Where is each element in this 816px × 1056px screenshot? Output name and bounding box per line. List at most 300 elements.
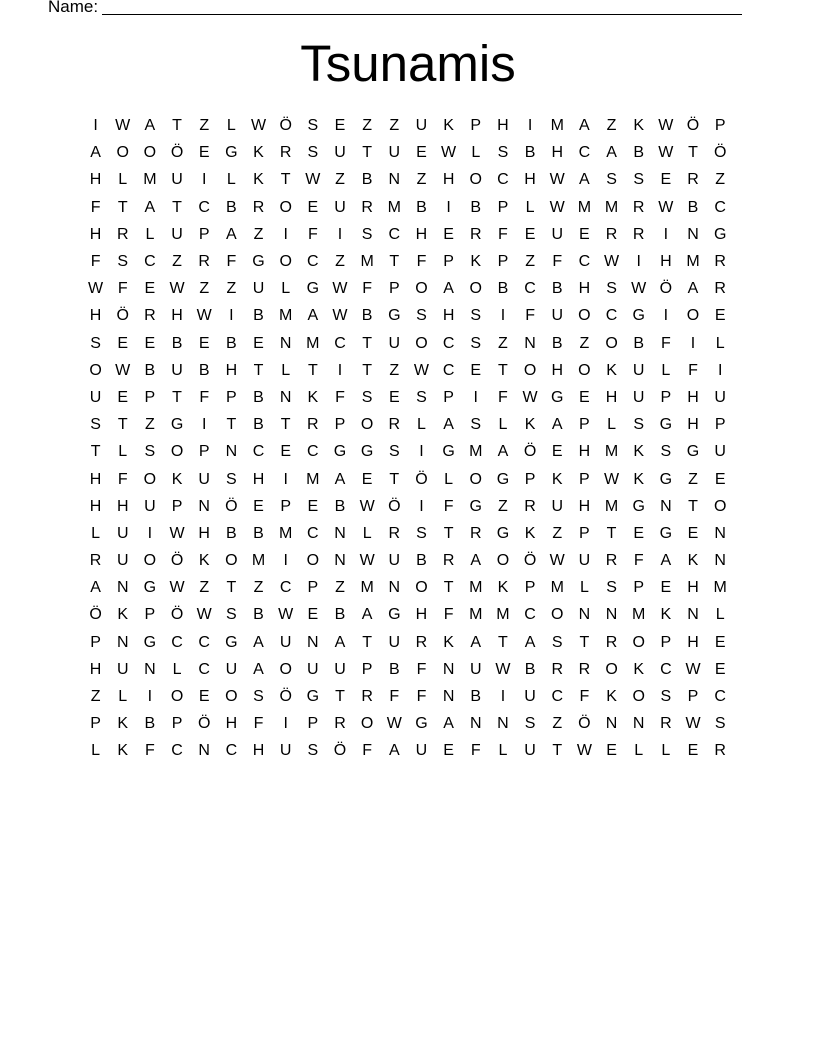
grid-letter: L bbox=[661, 361, 671, 379]
grid-letter: R bbox=[116, 225, 129, 243]
grid-letter: E bbox=[660, 171, 672, 189]
grid-letter: O bbox=[143, 552, 157, 570]
grid-letter: U bbox=[225, 660, 238, 678]
grid-letter: N bbox=[687, 225, 699, 243]
grid-letter: H bbox=[687, 388, 699, 406]
grid-letter: R bbox=[307, 416, 319, 434]
grid-letter: R bbox=[89, 552, 102, 570]
grid-letter: M bbox=[577, 198, 592, 216]
grid-letter: E bbox=[198, 334, 210, 352]
grid-letter: G bbox=[632, 307, 645, 325]
grid-letter: I bbox=[473, 388, 478, 406]
grid-letter: R bbox=[660, 715, 672, 733]
grid-letter: C bbox=[551, 688, 564, 706]
grid-row bbox=[82, 710, 734, 737]
grid-letter: L bbox=[281, 361, 291, 379]
grid-letter: K bbox=[524, 524, 536, 542]
grid-letter: E bbox=[253, 334, 264, 352]
grid-letter: A bbox=[253, 660, 264, 678]
grid-letter: E bbox=[443, 225, 454, 243]
grid-letter: W bbox=[196, 606, 212, 624]
grid-letter: N bbox=[578, 606, 591, 624]
grid-letter: M bbox=[604, 497, 619, 515]
grid-letter: M bbox=[469, 579, 483, 597]
grid-letter: E bbox=[524, 225, 536, 243]
grid-letter: W bbox=[522, 388, 538, 406]
grid-letter: E bbox=[198, 688, 210, 706]
grid-letter: A bbox=[579, 117, 590, 135]
grid-letter: H bbox=[225, 361, 238, 379]
grid-letter: O bbox=[632, 688, 645, 706]
name-line bbox=[48, 0, 742, 17]
grid-row bbox=[82, 656, 734, 683]
grid-letter: H bbox=[497, 117, 509, 135]
grid-letter: F bbox=[416, 253, 427, 271]
grid-letter: F bbox=[199, 388, 210, 406]
grid-letter: I bbox=[337, 225, 343, 243]
grid-letter: W bbox=[603, 253, 620, 271]
grid-letter: I bbox=[229, 307, 234, 325]
grid-row bbox=[82, 411, 734, 438]
grid-letter: E bbox=[687, 524, 699, 542]
grid-letter: O bbox=[496, 552, 510, 570]
grid-row bbox=[82, 139, 734, 166]
grid-letter: Z bbox=[362, 117, 373, 135]
grid-letter: G bbox=[225, 633, 238, 651]
grid-letter: G bbox=[496, 524, 510, 542]
grid-letter: R bbox=[524, 497, 536, 515]
grid-letter: H bbox=[198, 524, 210, 542]
grid-letter: S bbox=[606, 579, 617, 597]
grid-letter: F bbox=[688, 361, 698, 379]
grid-letter: M bbox=[469, 443, 483, 461]
grid-letter: P bbox=[443, 253, 454, 271]
grid-letter: B bbox=[226, 334, 237, 352]
grid-letter: R bbox=[714, 280, 726, 298]
grid-row bbox=[82, 275, 734, 302]
grid-letter: H bbox=[171, 307, 183, 325]
grid-letter: A bbox=[307, 307, 319, 325]
grid-row bbox=[82, 384, 734, 411]
grid-letter: P bbox=[171, 497, 183, 515]
grid-row bbox=[82, 438, 734, 465]
grid-letter: L bbox=[226, 171, 236, 189]
grid-letter: C bbox=[660, 660, 672, 678]
grid-letter: G bbox=[388, 606, 401, 624]
grid-letter: B bbox=[253, 388, 264, 406]
grid-letter: G bbox=[659, 416, 673, 434]
grid-letter: W bbox=[658, 144, 674, 162]
grid-letter: C bbox=[578, 144, 591, 162]
grid-letter: I bbox=[446, 198, 451, 216]
grid-letter: T bbox=[552, 742, 563, 760]
grid-letter: N bbox=[469, 715, 482, 733]
grid-letter: T bbox=[688, 497, 698, 515]
grid-letter: O bbox=[578, 361, 591, 379]
grid-letter: N bbox=[687, 606, 699, 624]
grid-letter: E bbox=[579, 225, 590, 243]
grid-letter: P bbox=[660, 388, 672, 406]
grid-letter: M bbox=[360, 253, 374, 271]
grid-letter: U bbox=[714, 443, 726, 461]
grid-letter: R bbox=[714, 253, 726, 271]
grid-letter: I bbox=[500, 307, 506, 325]
grid-letter: N bbox=[225, 443, 238, 461]
grid-letter: W bbox=[278, 606, 294, 624]
grid-letter: F bbox=[335, 388, 345, 406]
grid-letter: T bbox=[362, 144, 373, 162]
grid-letter: U bbox=[252, 280, 265, 298]
grid-letter: W bbox=[441, 144, 457, 162]
grid-letter: W bbox=[685, 660, 701, 678]
grid-letter: T bbox=[335, 688, 345, 706]
grid-letter: F bbox=[660, 334, 671, 352]
grid-letter: E bbox=[633, 524, 645, 542]
grid-letter: C bbox=[198, 198, 210, 216]
grid-letter: F bbox=[416, 660, 427, 678]
grid-letter: S bbox=[307, 742, 319, 760]
grid-letter: F bbox=[117, 280, 128, 298]
grid-letter: W bbox=[359, 552, 375, 570]
grid-letter: N bbox=[388, 171, 401, 189]
grid-letter: W bbox=[413, 361, 429, 379]
grid-letter: Z bbox=[416, 171, 427, 189]
grid-letter: S bbox=[660, 443, 672, 461]
grid-letter: N bbox=[714, 524, 726, 542]
grid-letter: E bbox=[144, 334, 156, 352]
grid-letter: L bbox=[172, 660, 182, 678]
grid-letter: T bbox=[117, 198, 128, 216]
grid-letter: B bbox=[144, 361, 156, 379]
grid-letter: E bbox=[253, 497, 264, 515]
grid-row bbox=[82, 547, 734, 574]
grid-letter: S bbox=[416, 307, 427, 325]
grid-letter: P bbox=[90, 715, 101, 733]
grid-letter: T bbox=[362, 361, 373, 379]
grid-letter: L bbox=[715, 334, 725, 352]
grid-letter: S bbox=[633, 416, 645, 434]
grid-letter: O bbox=[170, 443, 184, 461]
grid-letter: M bbox=[604, 198, 619, 216]
grid-letter: T bbox=[389, 253, 400, 271]
grid-letter: O bbox=[713, 497, 727, 515]
grid-letter: B bbox=[253, 416, 264, 434]
grid-letter: B bbox=[633, 334, 645, 352]
grid-letter: K bbox=[606, 688, 617, 706]
grid-letter: U bbox=[632, 388, 645, 406]
grid-letter: E bbox=[334, 117, 346, 135]
grid-letter: O bbox=[225, 688, 238, 706]
grid-letter: Z bbox=[335, 579, 345, 597]
grid-letter: P bbox=[280, 497, 291, 515]
grid-letter: E bbox=[714, 660, 726, 678]
grid-letter: F bbox=[226, 253, 237, 271]
grid-letter: Ö bbox=[89, 606, 102, 624]
grid-letter: E bbox=[361, 470, 373, 488]
grid-letter: W bbox=[386, 715, 402, 733]
grid-letter: O bbox=[279, 198, 292, 216]
grid-letter: O bbox=[469, 470, 482, 488]
grid-letter: N bbox=[334, 552, 346, 570]
grid-letter: O bbox=[116, 144, 129, 162]
grid-letter: A bbox=[524, 633, 536, 651]
grid-letter: A bbox=[579, 171, 590, 189]
grid-letter: G bbox=[551, 388, 564, 406]
grid-letter: P bbox=[443, 388, 454, 406]
grid-letter: U bbox=[279, 742, 292, 760]
grid-letter: P bbox=[497, 253, 509, 271]
grid-letter: F bbox=[307, 225, 318, 243]
grid-letter: F bbox=[90, 253, 101, 271]
grid-letter: C bbox=[279, 579, 292, 597]
grid-letter: K bbox=[198, 552, 210, 570]
grid-letter: Z bbox=[579, 334, 590, 352]
grid-letter: O bbox=[578, 307, 591, 325]
grid-letter: O bbox=[360, 715, 374, 733]
grid-row bbox=[82, 166, 734, 193]
grid-letter: G bbox=[143, 633, 157, 651]
grid-letter: R bbox=[632, 225, 645, 243]
grid-letter: S bbox=[497, 144, 509, 162]
grid-letter: K bbox=[117, 742, 129, 760]
grid-letter: P bbox=[144, 606, 156, 624]
grid-letter: H bbox=[578, 443, 591, 461]
grid-letter: H bbox=[551, 361, 564, 379]
grid-letter: C bbox=[171, 633, 183, 651]
grid-letter: P bbox=[226, 388, 237, 406]
grid-letter: C bbox=[307, 443, 319, 461]
grid-letter: B bbox=[361, 171, 373, 189]
grid-letter: L bbox=[362, 524, 372, 542]
grid-letter: L bbox=[471, 144, 481, 162]
grid-letter: I bbox=[283, 470, 288, 488]
grid-letter: E bbox=[443, 742, 454, 760]
grid-letter: N bbox=[660, 497, 672, 515]
grid-letter: Z bbox=[498, 334, 508, 352]
grid-letter: U bbox=[469, 660, 482, 678]
name-field[interactable] bbox=[102, 0, 742, 15]
grid-letter: U bbox=[116, 524, 129, 542]
grid-letter: G bbox=[632, 497, 645, 515]
grid-letter: O bbox=[143, 470, 157, 488]
grid-letter: Ö bbox=[197, 715, 211, 733]
grid-letter: F bbox=[389, 688, 400, 706]
grid-letter: L bbox=[579, 579, 589, 597]
grid-letter: P bbox=[497, 198, 509, 216]
grid-letter: K bbox=[660, 606, 672, 624]
grid-letter: B bbox=[470, 198, 482, 216]
grid-letter: L bbox=[525, 198, 535, 216]
grid-letter: Ö bbox=[225, 497, 238, 515]
grid-letter: C bbox=[442, 361, 455, 379]
grid-letter: H bbox=[116, 497, 129, 515]
grid-letter: B bbox=[388, 660, 400, 678]
grid-letter: N bbox=[334, 524, 346, 542]
grid-letter: K bbox=[633, 443, 645, 461]
grid-letter: L bbox=[118, 171, 128, 189]
grid-letter: R bbox=[388, 524, 401, 542]
grid-letter: O bbox=[415, 280, 428, 298]
grid-letter: N bbox=[524, 334, 536, 352]
grid-letter: Z bbox=[389, 117, 400, 135]
grid-letter: P bbox=[198, 443, 210, 461]
grid-letter: P bbox=[524, 470, 536, 488]
grid-letter: Ö bbox=[170, 606, 184, 624]
grid-letter: B bbox=[687, 198, 699, 216]
grid-letter: G bbox=[442, 443, 455, 461]
grid-letter: I bbox=[717, 361, 723, 379]
grid-letter: A bbox=[443, 280, 454, 298]
grid-letter: W bbox=[658, 198, 674, 216]
grid-letter: S bbox=[470, 307, 482, 325]
grid-letter: N bbox=[442, 688, 455, 706]
grid-letter: B bbox=[253, 307, 264, 325]
grid-letter: S bbox=[226, 470, 237, 488]
grid-letter: U bbox=[171, 171, 183, 189]
grid-letter: A bbox=[90, 144, 101, 162]
grid-letter: C bbox=[144, 253, 156, 271]
grid-letter: G bbox=[306, 280, 320, 298]
grid-letter: O bbox=[143, 144, 157, 162]
grid-letter: N bbox=[279, 334, 292, 352]
grid-letter: Ö bbox=[523, 443, 537, 461]
grid-letter: I bbox=[201, 171, 207, 189]
grid-letter: B bbox=[361, 307, 373, 325]
grid-letter: C bbox=[714, 198, 726, 216]
grid-letter: S bbox=[416, 388, 427, 406]
grid-letter: B bbox=[334, 606, 346, 624]
grid-letter: S bbox=[361, 388, 373, 406]
grid-letter: U bbox=[198, 470, 210, 488]
grid-letter: Ö bbox=[116, 307, 129, 325]
grid-letter: H bbox=[660, 253, 672, 271]
grid-letter: U bbox=[415, 742, 428, 760]
grid-letter: A bbox=[334, 470, 346, 488]
grid-letter: R bbox=[578, 660, 591, 678]
grid-letter: P bbox=[307, 715, 319, 733]
grid-letter: I bbox=[283, 552, 288, 570]
grid-letter: W bbox=[305, 171, 321, 189]
grid-letter: M bbox=[143, 171, 157, 189]
grid-letter: T bbox=[90, 443, 101, 461]
grid-letter: H bbox=[89, 660, 102, 678]
grid-letter: S bbox=[660, 688, 672, 706]
grid-letter: E bbox=[388, 388, 400, 406]
grid-letter: K bbox=[171, 470, 183, 488]
grid-letter: U bbox=[171, 225, 183, 243]
grid-letter: P bbox=[171, 715, 183, 733]
grid-letter: G bbox=[496, 470, 510, 488]
grid-letter: E bbox=[714, 470, 726, 488]
grid-letter: Z bbox=[389, 361, 400, 379]
grid-letter: L bbox=[634, 742, 644, 760]
grid-letter: Z bbox=[525, 253, 535, 271]
grid-letter: P bbox=[524, 579, 536, 597]
grid-letter: O bbox=[686, 307, 700, 325]
grid-letter: S bbox=[606, 171, 617, 189]
grid-letter: I bbox=[337, 361, 343, 379]
grid-letter: U bbox=[551, 225, 564, 243]
grid-letter: W bbox=[495, 660, 511, 678]
grid-letter: W bbox=[549, 198, 565, 216]
grid-letter: H bbox=[415, 606, 428, 624]
grid-letter: M bbox=[279, 307, 293, 325]
grid-letter: A bbox=[687, 280, 699, 298]
grid-letter: S bbox=[90, 416, 101, 434]
grid-letter: G bbox=[170, 416, 184, 434]
grid-letter: I bbox=[147, 688, 153, 706]
grid-letter: E bbox=[714, 633, 726, 651]
grid-letter: H bbox=[89, 470, 102, 488]
grid-letter: M bbox=[686, 253, 700, 271]
grid-letter: M bbox=[387, 198, 401, 216]
grid-letter: W bbox=[196, 307, 212, 325]
grid-letter: K bbox=[443, 633, 454, 651]
grid-letter: F bbox=[443, 606, 454, 624]
grid-letter: I bbox=[93, 117, 98, 135]
grid-letter: T bbox=[498, 361, 508, 379]
grid-letter: F bbox=[362, 742, 373, 760]
grid-row bbox=[82, 302, 734, 329]
grid-letter: B bbox=[334, 497, 346, 515]
grid-letter: I bbox=[419, 443, 424, 461]
grid-row bbox=[82, 574, 734, 601]
grid-letter: S bbox=[117, 253, 129, 271]
grid-letter: O bbox=[469, 280, 482, 298]
grid-letter: U bbox=[415, 117, 428, 135]
grid-letter: T bbox=[443, 524, 454, 542]
grid-letter: M bbox=[496, 606, 510, 624]
grid-letter: U bbox=[144, 497, 156, 515]
grid-letter: P bbox=[633, 579, 645, 597]
grid-letter: U bbox=[334, 660, 346, 678]
grid-letter: A bbox=[470, 552, 482, 570]
grid-letter: O bbox=[523, 361, 537, 379]
grid-letter: P bbox=[714, 416, 726, 434]
grid-letter: K bbox=[497, 579, 509, 597]
grid-letter: H bbox=[442, 171, 455, 189]
grid-letter: G bbox=[143, 579, 157, 597]
grid-letter: P bbox=[307, 579, 319, 597]
grid-letter: T bbox=[172, 198, 182, 216]
grid-letter: N bbox=[714, 552, 726, 570]
word-search-grid bbox=[82, 112, 734, 765]
grid-letter: R bbox=[687, 171, 699, 189]
grid-letter: E bbox=[470, 361, 482, 379]
grid-letter: L bbox=[444, 470, 454, 488]
grid-letter: E bbox=[416, 144, 427, 162]
grid-letter: B bbox=[226, 524, 237, 542]
grid-letter: O bbox=[225, 552, 238, 570]
grid-letter: Ö bbox=[333, 742, 347, 760]
grid-letter: W bbox=[359, 497, 375, 515]
grid-letter: E bbox=[198, 144, 210, 162]
grid-letter: I bbox=[663, 225, 669, 243]
grid-letter: A bbox=[660, 552, 672, 570]
grid-letter: W bbox=[169, 280, 185, 298]
grid-letter: Z bbox=[199, 280, 210, 298]
grid-letter: T bbox=[443, 579, 454, 597]
grid-letter: R bbox=[469, 225, 482, 243]
grid-letter: K bbox=[307, 388, 319, 406]
grid-letter: L bbox=[145, 225, 155, 243]
grid-letter: I bbox=[201, 416, 207, 434]
grid-letter: W bbox=[332, 280, 348, 298]
grid-letter: E bbox=[280, 443, 291, 461]
grid-letter: O bbox=[279, 660, 292, 678]
grid-letter: K bbox=[524, 416, 536, 434]
grid-letter: C bbox=[497, 171, 509, 189]
